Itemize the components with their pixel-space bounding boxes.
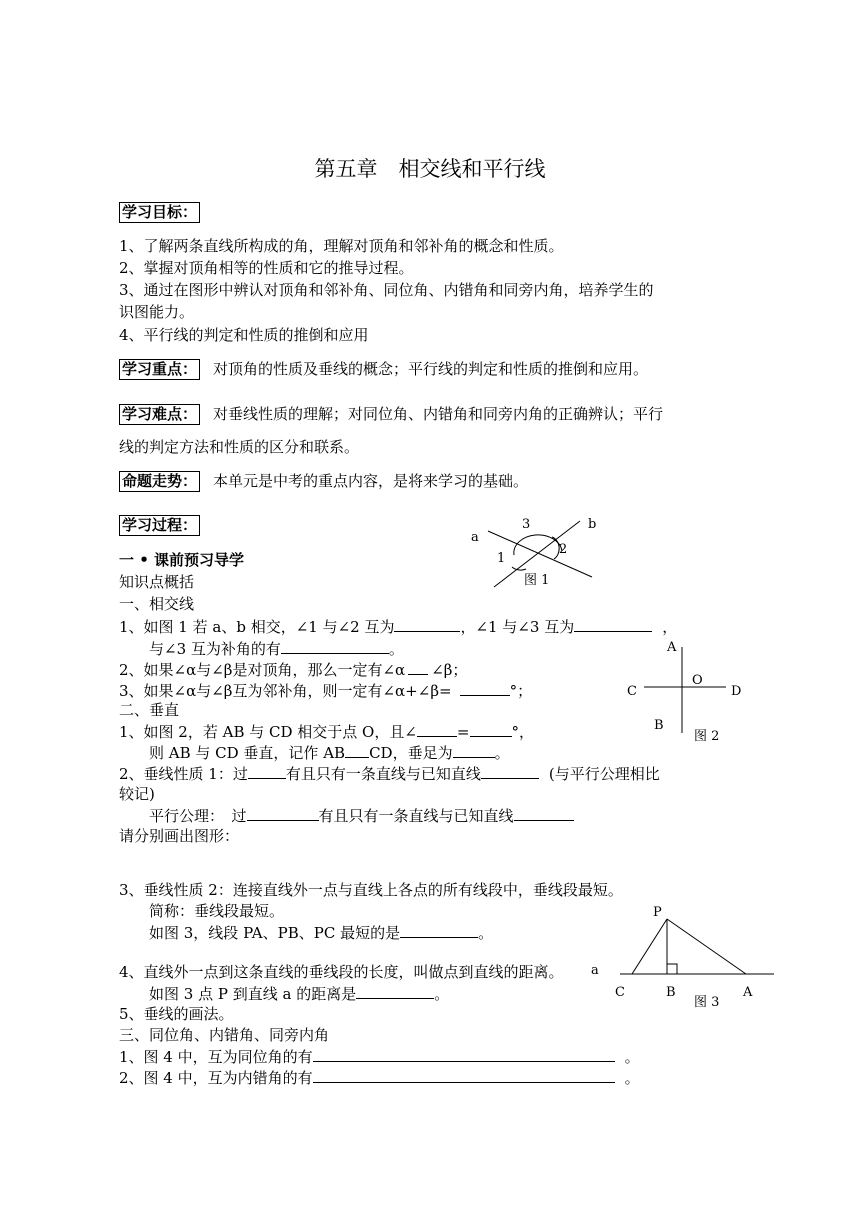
key-points-text: 对顶角的性质及垂线的概念；平行线的判定和性质的推倒和应用。 bbox=[213, 360, 649, 378]
answer-blank[interactable] bbox=[460, 680, 510, 696]
page-title: 第五章 相交线和平行线 bbox=[314, 157, 546, 181]
question-line-cont: 较记) bbox=[119, 785, 155, 803]
answer-blank[interactable] bbox=[408, 659, 428, 675]
answer-blank[interactable] bbox=[400, 922, 478, 938]
question-line: 如图 3 点 P 到直线 a 的距离是 。 bbox=[149, 985, 450, 1003]
question-line: 3、如果∠α与∠β互为邻补角，则一定有∠α+∠β= °； bbox=[119, 682, 533, 700]
question-line: 则 AB 与 CD 垂直，记作 AB CD，垂足为 。 bbox=[149, 744, 510, 762]
answer-blank[interactable] bbox=[313, 1067, 615, 1083]
figure-3 bbox=[610, 905, 780, 985]
instruction: 请分别画出图形： bbox=[119, 827, 240, 845]
fig2-label-B: B bbox=[654, 718, 664, 733]
fig1-label-1: 1 bbox=[497, 551, 506, 566]
answer-blank[interactable] bbox=[313, 1046, 615, 1062]
fig3-label-A: A bbox=[743, 985, 753, 1000]
fig1-label-b: b bbox=[588, 517, 597, 532]
fig2-caption: 图 2 bbox=[694, 729, 720, 744]
answer-blank[interactable] bbox=[345, 742, 369, 758]
question-line: 简称：垂线段最短。 bbox=[149, 902, 285, 920]
fig3-label-P: P bbox=[653, 905, 662, 920]
fig2-label-A: A bbox=[667, 640, 677, 655]
right-angle-mark bbox=[667, 964, 677, 974]
question-line: 1、如图 2，若 AB 与 CD 相交于点 O，且∠ = °， bbox=[119, 723, 535, 741]
objectives-heading: 学习目标： bbox=[119, 202, 200, 223]
answer-blank[interactable] bbox=[514, 805, 574, 821]
fig2-label-D: D bbox=[731, 684, 742, 699]
objective-item: 4、平行线的判定和性质的推倒和应用 bbox=[119, 326, 369, 344]
question-line: 2、垂线性质 1：过 有且只有一条直线与已知直线 (与平行公理相比 bbox=[119, 765, 660, 783]
question-line: 3、垂线性质 2：连接直线外一点与直线上各点的所有线段中，垂线段最短。 bbox=[119, 881, 623, 899]
figure-1 bbox=[470, 515, 630, 595]
fig2-label-C: C bbox=[627, 684, 637, 699]
answer-blank[interactable] bbox=[248, 763, 286, 779]
question-line: 1、如图 1 若 a、b 相交，∠1 与∠2 互为 ，∠1 与∠3 互为 ， bbox=[119, 618, 678, 636]
difficulties-heading: 学习难点： bbox=[119, 404, 200, 425]
section-title: 三、同位角、内错角、同旁内角 bbox=[119, 1026, 330, 1044]
fig1-label-a: a bbox=[471, 530, 479, 545]
answer-blank[interactable] bbox=[247, 805, 319, 821]
question-line: 1、图 4 中，互为同位角的有 。 bbox=[119, 1048, 640, 1066]
answer-blank[interactable] bbox=[417, 721, 457, 737]
answer-blank[interactable] bbox=[356, 983, 434, 999]
objective-item: 1、了解两条直线所构成的角，理解对顶角和邻补角的概念和性质。 bbox=[119, 237, 564, 255]
section-title: 一、相交线 bbox=[119, 595, 195, 613]
part-heading: 一 • 课前预习导学 bbox=[119, 551, 245, 569]
answer-blank[interactable] bbox=[481, 763, 539, 779]
fig3-label-B: B bbox=[666, 985, 676, 1000]
answer-blank[interactable] bbox=[453, 742, 495, 758]
objective-item: 2、掌握对顶角相等的性质和它的推导过程。 bbox=[119, 259, 414, 277]
summary-label: 知识点概括 bbox=[119, 573, 195, 591]
answer-blank[interactable] bbox=[574, 616, 652, 632]
question-line: 4、直线外一点到这条直线的垂线段的长度，叫做点到直线的距离。 bbox=[119, 963, 564, 981]
trend-heading: 命题走势： bbox=[119, 471, 200, 492]
objective-item: 识图能力。 bbox=[119, 303, 195, 321]
trend-text: 本单元是中考的重点内容，是将来学习的基础。 bbox=[213, 472, 529, 490]
fig1-label-2: 2 bbox=[559, 542, 568, 557]
process-heading: 学习过程： bbox=[119, 515, 200, 536]
answer-blank[interactable] bbox=[470, 721, 512, 737]
key-points-heading: 学习重点： bbox=[119, 359, 200, 380]
question-line: 2、图 4 中，互为内错角的有 。 bbox=[119, 1069, 640, 1087]
question-line: 2、如果∠α与∠β是对顶角，那么一定有∠α ∠β； bbox=[119, 661, 468, 679]
fig1-caption: 图 1 bbox=[524, 573, 550, 588]
fig3-label-a: a bbox=[591, 963, 599, 978]
difficulties-text-cont: 线的判定方法和性质的区分和联系。 bbox=[119, 438, 360, 456]
fig3-caption: 图 3 bbox=[694, 995, 720, 1010]
question-line: 与∠3 互为补角的有 。 bbox=[149, 640, 404, 658]
segment-pa bbox=[667, 919, 746, 974]
answer-blank[interactable] bbox=[394, 616, 460, 632]
fig2-label-O: O bbox=[692, 673, 703, 688]
question-line: 如图 3，线段 PA、PB、PC 最短的是 。 bbox=[149, 924, 494, 942]
segment-pc bbox=[632, 919, 667, 974]
difficulties-text: 对垂线性质的理解；对同位角、内错角和同旁内角的正确辨认；平行 bbox=[213, 405, 664, 423]
answer-blank[interactable] bbox=[281, 638, 389, 654]
fig3-label-C: C bbox=[615, 985, 625, 1000]
fig1-label-3: 3 bbox=[522, 517, 531, 532]
question-line: 5、垂线的画法。 bbox=[119, 1005, 234, 1023]
question-line: 平行公理： 过 有且只有一条直线与已知直线 bbox=[149, 805, 574, 826]
section-title: 二、垂直 bbox=[119, 701, 180, 719]
objective-item: 3、通过在图形中辨认对顶角和邻补角、同位角、内错角和同旁内角，培养学生的 bbox=[119, 281, 654, 299]
